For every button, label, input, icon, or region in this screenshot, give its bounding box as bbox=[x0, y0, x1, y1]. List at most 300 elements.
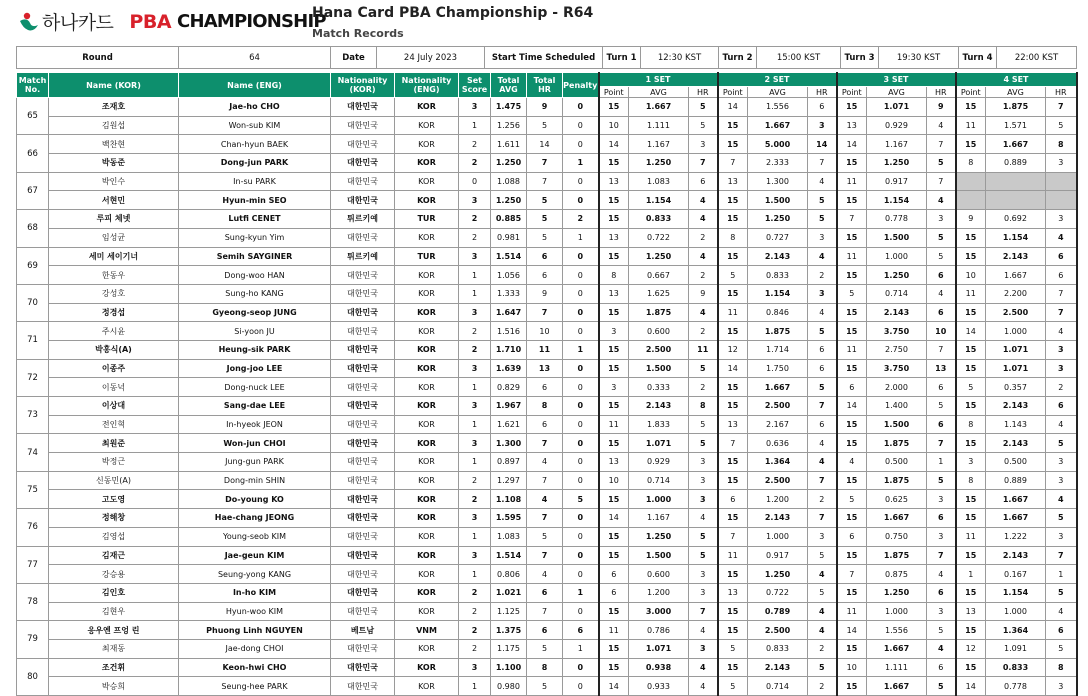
set-1-avg: 0.722 bbox=[629, 228, 689, 247]
set-3-avg: 1.500 bbox=[867, 228, 927, 247]
total-avg: 1.175 bbox=[491, 639, 527, 658]
set-1-point: 11 bbox=[599, 415, 629, 434]
set-3-point: 6 bbox=[837, 527, 867, 546]
set-2-point: 15 bbox=[718, 471, 748, 490]
nationality-kor: 대한민국 bbox=[331, 509, 395, 528]
penalty: 0 bbox=[563, 397, 599, 416]
table-row bbox=[17, 284, 1077, 303]
set-3-hr: 5 bbox=[927, 154, 956, 173]
set-4-point: 11 bbox=[956, 284, 986, 303]
table-row bbox=[17, 434, 1077, 453]
penalty: 0 bbox=[563, 602, 599, 621]
set-1-point: 13 bbox=[599, 228, 629, 247]
set-2-avg: 2.143 bbox=[748, 247, 808, 266]
set-3-point: 15 bbox=[837, 359, 867, 378]
subheader-set-2-point: Point bbox=[718, 87, 748, 98]
set-1-point: 14 bbox=[599, 135, 629, 154]
header-set-4: 4 SET bbox=[956, 73, 1077, 87]
match-number: 74 bbox=[17, 434, 49, 471]
set-3-hr: 3 bbox=[927, 602, 956, 621]
penalty: 0 bbox=[563, 546, 599, 565]
set-3-point: 10 bbox=[837, 658, 867, 677]
set-4-point: 15 bbox=[956, 135, 986, 154]
player-name-kor: 강승용 bbox=[49, 565, 179, 584]
set-3-avg: 1.667 bbox=[867, 639, 927, 658]
set-1-point: 15 bbox=[599, 658, 629, 677]
nationality-eng: KOR bbox=[395, 191, 459, 210]
set-4-avg: 1.875 bbox=[986, 98, 1046, 117]
page-subtitle: Match Records bbox=[312, 27, 404, 40]
date-label: Date bbox=[331, 47, 377, 69]
set-2-avg: 2.143 bbox=[748, 658, 808, 677]
subheader-set-4-point: Point bbox=[956, 87, 986, 98]
set-4-avg: 0.889 bbox=[986, 154, 1046, 173]
nationality-eng: KOR bbox=[395, 583, 459, 602]
nationality-eng: KOR bbox=[395, 98, 459, 117]
set-2-avg: 0.833 bbox=[748, 266, 808, 285]
set-1-hr: 3 bbox=[689, 583, 718, 602]
nationality-kor: 대한민국 bbox=[331, 378, 395, 397]
player-name-eng: Keon-hwi CHO bbox=[179, 658, 331, 677]
set-3-point: 15 bbox=[837, 583, 867, 602]
set-1-point: 10 bbox=[599, 471, 629, 490]
set-3-hr: 6 bbox=[927, 266, 956, 285]
set-2-avg: 1.300 bbox=[748, 172, 808, 191]
set-2-point: 15 bbox=[718, 247, 748, 266]
set-3-hr: 5 bbox=[927, 677, 956, 696]
nationality-kor: 대한민국 bbox=[331, 303, 395, 322]
set-2-avg: 1.200 bbox=[748, 490, 808, 509]
set-3-hr: 6 bbox=[927, 303, 956, 322]
nationality-kor: 대한민국 bbox=[331, 658, 395, 677]
penalty: 0 bbox=[563, 172, 599, 191]
player-name-kor: 조건휘 bbox=[49, 658, 179, 677]
set-2-hr: 3 bbox=[808, 527, 837, 546]
total-avg: 1.108 bbox=[491, 490, 527, 509]
set-4-avg: 1.222 bbox=[986, 527, 1046, 546]
total-hr: 14 bbox=[527, 135, 563, 154]
player-name-kor: 이동넉 bbox=[49, 378, 179, 397]
set-2-hr: 3 bbox=[808, 284, 837, 303]
set-3-avg: 0.714 bbox=[867, 284, 927, 303]
nationality-kor: 대한민국 bbox=[331, 135, 395, 154]
set-score: 1 bbox=[459, 415, 491, 434]
set-score: 2 bbox=[459, 490, 491, 509]
set-score: 1 bbox=[459, 266, 491, 285]
player-name-kor: 박홍식(A) bbox=[49, 340, 179, 359]
player-name-eng: Jung-gun PARK bbox=[179, 453, 331, 472]
total-hr: 5 bbox=[527, 210, 563, 229]
player-name-kor: 김인호 bbox=[49, 583, 179, 602]
set-1-point: 15 bbox=[599, 154, 629, 173]
player-name-eng: Heung-sik PARK bbox=[179, 340, 331, 359]
player-name-eng: In-su PARK bbox=[179, 172, 331, 191]
set-2-avg: 1.364 bbox=[748, 453, 808, 472]
set-4-avg: 0.500 bbox=[986, 453, 1046, 472]
set-2-point: 14 bbox=[718, 98, 748, 117]
nationality-eng: KOR bbox=[395, 658, 459, 677]
set-1-point: 10 bbox=[599, 116, 629, 135]
player-name-kor: 정경섭 bbox=[49, 303, 179, 322]
nationality-kor: 대한민국 bbox=[331, 397, 395, 416]
player-name-kor: 박승희 bbox=[49, 677, 179, 696]
set-4-avg: 2.143 bbox=[986, 247, 1046, 266]
set-4-avg: 1.071 bbox=[986, 359, 1046, 378]
nationality-eng: KOR bbox=[395, 284, 459, 303]
set-4-hr: 6 bbox=[1046, 397, 1077, 416]
set-1-avg: 1.875 bbox=[629, 303, 689, 322]
set-4-hr: 7 bbox=[1046, 546, 1077, 565]
set-3-avg: 1.500 bbox=[867, 415, 927, 434]
set-2-point: 15 bbox=[718, 210, 748, 229]
page-header bbox=[0, 0, 1088, 44]
championship-logo-text: CHAMPIONSHIP bbox=[177, 11, 326, 32]
total-hr: 9 bbox=[527, 284, 563, 303]
set-2-avg: 2.500 bbox=[748, 471, 808, 490]
set-4-avg: 0.889 bbox=[986, 471, 1046, 490]
set-1-hr: 3 bbox=[689, 471, 718, 490]
total-avg: 1.710 bbox=[491, 340, 527, 359]
penalty: 0 bbox=[563, 415, 599, 434]
set-1-hr: 4 bbox=[689, 303, 718, 322]
set-2-point: 7 bbox=[718, 154, 748, 173]
player-name-eng: Jae-dong CHOI bbox=[179, 639, 331, 658]
header-nationality-kor: Nationality (KOR) bbox=[331, 73, 395, 98]
set-4-avg: 1.154 bbox=[986, 583, 1046, 602]
nationality-eng: KOR bbox=[395, 266, 459, 285]
table-row bbox=[17, 322, 1077, 341]
table-row bbox=[17, 266, 1077, 285]
nationality-eng: KOR bbox=[395, 154, 459, 173]
set-1-point: 15 bbox=[599, 210, 629, 229]
set-3-avg: 1.875 bbox=[867, 546, 927, 565]
penalty: 0 bbox=[563, 98, 599, 117]
set-1-point: 8 bbox=[599, 266, 629, 285]
total-avg: 1.256 bbox=[491, 116, 527, 135]
table-row bbox=[17, 602, 1077, 621]
set-1-hr: 5 bbox=[689, 527, 718, 546]
penalty: 0 bbox=[563, 284, 599, 303]
total-hr: 7 bbox=[527, 303, 563, 322]
set-4-point: 1 bbox=[956, 565, 986, 584]
total-hr: 5 bbox=[527, 116, 563, 135]
set-1-hr: 2 bbox=[689, 378, 718, 397]
set-1-point: 15 bbox=[599, 359, 629, 378]
set-1-point: 13 bbox=[599, 453, 629, 472]
set-2-hr: 2 bbox=[808, 490, 837, 509]
set-1-hr: 5 bbox=[689, 359, 718, 378]
player-name-eng: Phuong Linh NGUYEN bbox=[179, 621, 331, 640]
set-4-point: 11 bbox=[956, 527, 986, 546]
set-2-avg: 1.000 bbox=[748, 527, 808, 546]
set-4-point bbox=[956, 172, 986, 191]
header-nationality-eng: Nationality (ENG) bbox=[395, 73, 459, 98]
header-total-avg: Total AVG bbox=[491, 73, 527, 98]
set-2-avg: 0.846 bbox=[748, 303, 808, 322]
penalty: 0 bbox=[563, 677, 599, 696]
match-number: 65 bbox=[17, 98, 49, 135]
set-4-hr: 8 bbox=[1046, 135, 1077, 154]
set-2-point: 15 bbox=[718, 565, 748, 584]
set-1-hr: 4 bbox=[689, 677, 718, 696]
set-score: 2 bbox=[459, 639, 491, 658]
set-2-point: 8 bbox=[718, 228, 748, 247]
player-name-eng: Sung-ho KANG bbox=[179, 284, 331, 303]
set-3-avg: 0.875 bbox=[867, 565, 927, 584]
set-1-point: 15 bbox=[599, 98, 629, 117]
nationality-kor: 대한민국 bbox=[331, 677, 395, 696]
set-3-hr: 4 bbox=[927, 191, 956, 210]
header-set-1: 1 SET bbox=[599, 73, 718, 87]
set-3-point: 15 bbox=[837, 266, 867, 285]
set-4-point: 8 bbox=[956, 471, 986, 490]
round-label: Round bbox=[17, 47, 179, 69]
header-name-eng: Name (ENG) bbox=[179, 73, 331, 98]
set-2-avg: 2.500 bbox=[748, 621, 808, 640]
nationality-kor: 대한민국 bbox=[331, 340, 395, 359]
set-4-hr: 4 bbox=[1046, 602, 1077, 621]
turn-4-label: Turn 4 bbox=[959, 47, 997, 69]
penalty: 0 bbox=[563, 116, 599, 135]
set-2-hr: 6 bbox=[808, 98, 837, 117]
total-avg: 1.514 bbox=[491, 247, 527, 266]
match-number: 66 bbox=[17, 135, 49, 172]
nationality-eng: KOR bbox=[395, 359, 459, 378]
set-score: 2 bbox=[459, 135, 491, 154]
set-2-point: 15 bbox=[718, 621, 748, 640]
set-2-avg: 1.500 bbox=[748, 191, 808, 210]
set-3-avg: 1.000 bbox=[867, 247, 927, 266]
nationality-eng: KOR bbox=[395, 565, 459, 584]
player-name-eng: Chan-hyun BAEK bbox=[179, 135, 331, 154]
set-2-point: 15 bbox=[718, 135, 748, 154]
set-2-point: 15 bbox=[718, 284, 748, 303]
set-3-point: 14 bbox=[837, 135, 867, 154]
set-score: 1 bbox=[459, 284, 491, 303]
set-1-avg: 1.500 bbox=[629, 359, 689, 378]
set-4-point: 15 bbox=[956, 658, 986, 677]
match-records-table bbox=[16, 72, 1078, 696]
subheader-set-3-avg: AVG bbox=[867, 87, 927, 98]
nationality-eng: KOR bbox=[395, 677, 459, 696]
set-1-avg: 2.500 bbox=[629, 340, 689, 359]
player-name-eng: Dong-nuck LEE bbox=[179, 378, 331, 397]
set-3-hr: 13 bbox=[927, 359, 956, 378]
set-1-hr: 3 bbox=[689, 135, 718, 154]
set-2-point: 15 bbox=[718, 378, 748, 397]
set-4-hr bbox=[1046, 191, 1077, 210]
total-hr: 13 bbox=[527, 359, 563, 378]
penalty: 0 bbox=[563, 509, 599, 528]
penalty: 0 bbox=[563, 565, 599, 584]
total-avg: 1.514 bbox=[491, 546, 527, 565]
player-name-eng: Young-seob KIM bbox=[179, 527, 331, 546]
set-3-point: 15 bbox=[837, 509, 867, 528]
nationality-eng: KOR bbox=[395, 434, 459, 453]
total-avg: 1.333 bbox=[491, 284, 527, 303]
player-name-kor: 박동준 bbox=[49, 154, 179, 173]
penalty: 1 bbox=[563, 583, 599, 602]
table-row bbox=[17, 509, 1077, 528]
set-score: 3 bbox=[459, 359, 491, 378]
set-2-hr: 3 bbox=[808, 116, 837, 135]
set-1-hr: 3 bbox=[689, 490, 718, 509]
set-score: 2 bbox=[459, 210, 491, 229]
table-row bbox=[17, 247, 1077, 266]
set-4-point: 11 bbox=[956, 116, 986, 135]
set-1-avg: 1.071 bbox=[629, 639, 689, 658]
total-hr: 8 bbox=[527, 397, 563, 416]
set-4-point: 15 bbox=[956, 434, 986, 453]
set-1-point: 13 bbox=[599, 172, 629, 191]
subheader-set-3-point: Point bbox=[837, 87, 867, 98]
total-avg: 1.250 bbox=[491, 154, 527, 173]
set-1-point: 15 bbox=[599, 191, 629, 210]
set-2-point: 5 bbox=[718, 639, 748, 658]
player-name-kor: 임성균 bbox=[49, 228, 179, 247]
player-name-eng: Hae-chang JEONG bbox=[179, 509, 331, 528]
match-number: 70 bbox=[17, 284, 49, 321]
set-1-avg: 1.200 bbox=[629, 583, 689, 602]
player-name-kor: 정해창 bbox=[49, 509, 179, 528]
set-4-point bbox=[956, 191, 986, 210]
total-hr: 5 bbox=[527, 527, 563, 546]
player-name-kor: 고도영 bbox=[49, 490, 179, 509]
total-avg: 1.125 bbox=[491, 602, 527, 621]
set-2-hr: 6 bbox=[808, 340, 837, 359]
set-4-point: 15 bbox=[956, 583, 986, 602]
set-1-avg: 1.833 bbox=[629, 415, 689, 434]
table-row bbox=[17, 546, 1077, 565]
set-2-hr: 3 bbox=[808, 228, 837, 247]
set-2-avg: 0.917 bbox=[748, 546, 808, 565]
nationality-eng: KOR bbox=[395, 471, 459, 490]
set-4-point: 15 bbox=[956, 621, 986, 640]
total-avg: 0.806 bbox=[491, 565, 527, 584]
total-hr: 6 bbox=[527, 266, 563, 285]
set-score: 3 bbox=[459, 247, 491, 266]
set-2-point: 6 bbox=[718, 490, 748, 509]
set-2-avg: 0.636 bbox=[748, 434, 808, 453]
total-avg: 1.475 bbox=[491, 98, 527, 117]
match-number: 80 bbox=[17, 658, 49, 695]
nationality-eng: KOR bbox=[395, 602, 459, 621]
set-2-avg: 1.556 bbox=[748, 98, 808, 117]
set-4-point: 8 bbox=[956, 154, 986, 173]
player-name-eng: Sang-dae LEE bbox=[179, 397, 331, 416]
penalty: 1 bbox=[563, 154, 599, 173]
total-hr: 6 bbox=[527, 583, 563, 602]
set-2-avg: 1.875 bbox=[748, 322, 808, 341]
set-4-avg: 2.143 bbox=[986, 546, 1046, 565]
set-2-hr: 5 bbox=[808, 546, 837, 565]
set-4-hr: 3 bbox=[1046, 677, 1077, 696]
nationality-kor: 대한민국 bbox=[331, 471, 395, 490]
set-4-point: 15 bbox=[956, 359, 986, 378]
set-4-point: 5 bbox=[956, 378, 986, 397]
player-name-eng: Won-sub KIM bbox=[179, 116, 331, 135]
total-hr: 7 bbox=[527, 471, 563, 490]
penalty: 0 bbox=[563, 471, 599, 490]
player-name-kor: 김현우 bbox=[49, 602, 179, 621]
set-3-point: 15 bbox=[837, 415, 867, 434]
set-3-avg: 1.667 bbox=[867, 509, 927, 528]
set-1-avg: 0.714 bbox=[629, 471, 689, 490]
player-name-kor: 주시윤 bbox=[49, 322, 179, 341]
set-3-point: 4 bbox=[837, 453, 867, 472]
table-row bbox=[17, 658, 1077, 677]
total-avg: 1.100 bbox=[491, 658, 527, 677]
subheader-set-4-avg: AVG bbox=[986, 87, 1046, 98]
set-2-avg: 1.667 bbox=[748, 378, 808, 397]
total-hr: 6 bbox=[527, 247, 563, 266]
match-number: 76 bbox=[17, 509, 49, 546]
total-avg: 1.083 bbox=[491, 527, 527, 546]
set-2-point: 11 bbox=[718, 303, 748, 322]
total-hr: 4 bbox=[527, 490, 563, 509]
set-3-hr: 5 bbox=[927, 247, 956, 266]
set-3-avg: 1.250 bbox=[867, 583, 927, 602]
player-name-kor: 응우옌 프엉 린 bbox=[49, 621, 179, 640]
set-1-hr: 2 bbox=[689, 322, 718, 341]
player-name-eng: In-hyeok JEON bbox=[179, 415, 331, 434]
set-1-point: 15 bbox=[599, 639, 629, 658]
set-3-hr: 4 bbox=[927, 639, 956, 658]
set-3-point: 14 bbox=[837, 621, 867, 640]
set-4-point: 14 bbox=[956, 677, 986, 696]
set-2-avg: 2.333 bbox=[748, 154, 808, 173]
set-4-hr: 5 bbox=[1046, 116, 1077, 135]
set-4-hr: 3 bbox=[1046, 471, 1077, 490]
set-4-avg: 1.667 bbox=[986, 266, 1046, 285]
turn-2-label: Turn 2 bbox=[719, 47, 757, 69]
total-avg: 1.300 bbox=[491, 434, 527, 453]
set-score: 3 bbox=[459, 509, 491, 528]
set-2-avg: 5.000 bbox=[748, 135, 808, 154]
set-4-hr: 6 bbox=[1046, 266, 1077, 285]
penalty: 0 bbox=[563, 191, 599, 210]
total-hr: 6 bbox=[527, 621, 563, 640]
set-2-avg: 0.714 bbox=[748, 677, 808, 696]
player-name-kor: 조재호 bbox=[49, 98, 179, 117]
set-3-hr: 6 bbox=[927, 378, 956, 397]
nationality-kor: 대한민국 bbox=[331, 527, 395, 546]
set-score: 1 bbox=[459, 527, 491, 546]
set-3-point: 15 bbox=[837, 434, 867, 453]
set-3-point: 14 bbox=[837, 397, 867, 416]
total-avg: 0.980 bbox=[491, 677, 527, 696]
set-1-point: 11 bbox=[599, 621, 629, 640]
set-score: 3 bbox=[459, 658, 491, 677]
set-1-hr: 8 bbox=[689, 397, 718, 416]
nationality-eng: KOR bbox=[395, 397, 459, 416]
total-hr: 8 bbox=[527, 658, 563, 677]
set-3-hr: 3 bbox=[927, 527, 956, 546]
set-score: 2 bbox=[459, 471, 491, 490]
penalty: 1 bbox=[563, 228, 599, 247]
total-hr: 4 bbox=[527, 453, 563, 472]
set-2-point: 15 bbox=[718, 116, 748, 135]
player-name-eng: Hyun-woo KIM bbox=[179, 602, 331, 621]
set-4-avg: 0.357 bbox=[986, 378, 1046, 397]
nationality-eng: TUR bbox=[395, 210, 459, 229]
set-1-point: 15 bbox=[599, 602, 629, 621]
set-2-point: 15 bbox=[718, 602, 748, 621]
set-score: 3 bbox=[459, 546, 491, 565]
set-2-avg: 1.667 bbox=[748, 116, 808, 135]
subheader-set-2-avg: AVG bbox=[748, 87, 808, 98]
nationality-kor: 대한민국 bbox=[331, 116, 395, 135]
